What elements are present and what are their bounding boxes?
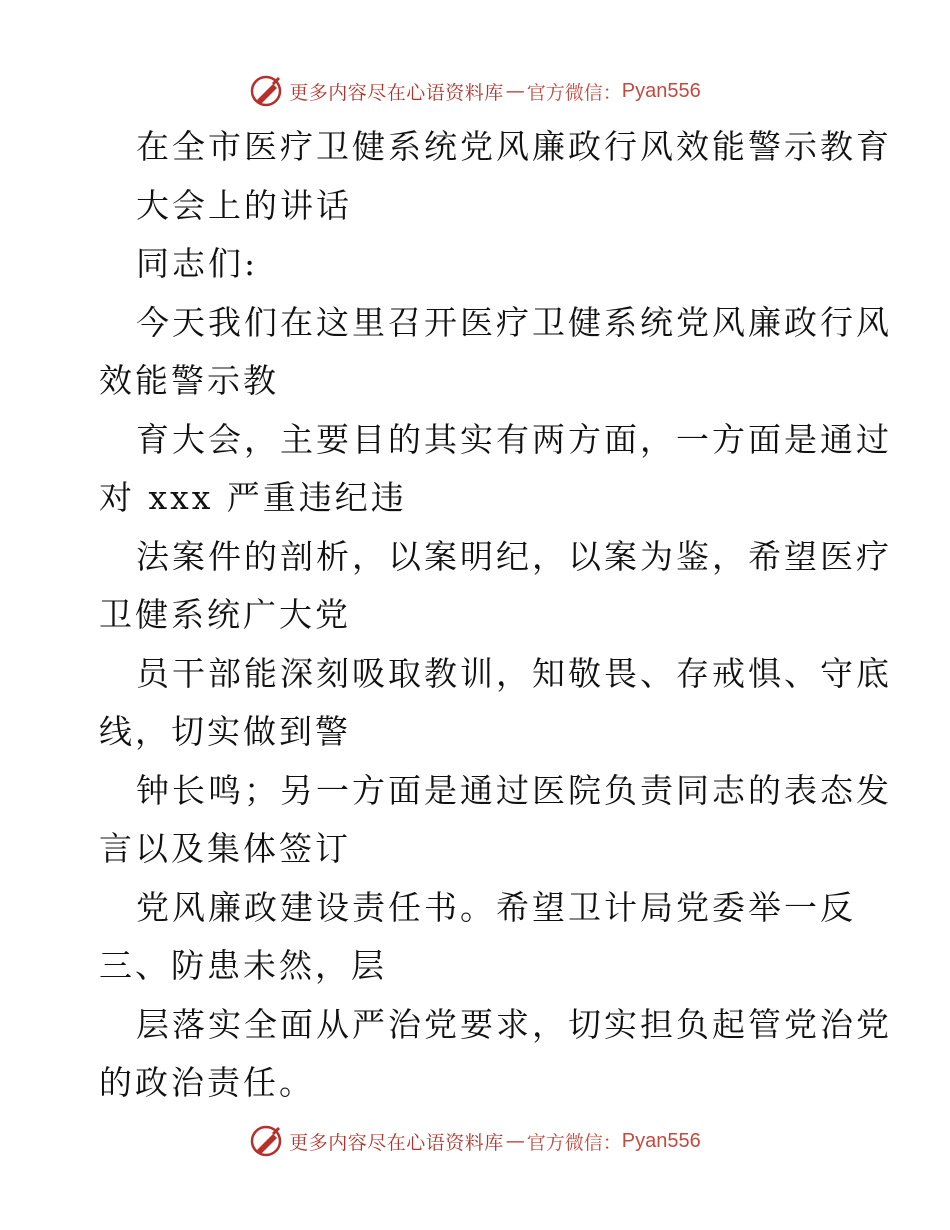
doc-paragraph-line: 员干部能深刻吸取教训，知敬畏、存戒惧、守底 — [136, 653, 892, 693]
doc-paragraph-line: 法案件的剖析，以案明纪，以案为鉴，希望医疗 — [136, 536, 892, 576]
pen-logo-icon — [249, 73, 285, 109]
doc-paragraph-line: 线，切实做到警 — [99, 712, 351, 751]
banner-text: 更多内容尽在心语资料库 — [289, 81, 504, 104]
doc-paragraph-line: 党风廉政建设责任书。希望卫计局党委举一反 — [136, 887, 856, 927]
doc-paragraph-line: 效能警示教 — [99, 361, 279, 400]
doc-paragraph-line: 的政治责任。 — [99, 1063, 315, 1102]
document-body — [99, 118, 892, 1113]
doc-paragraph-line: 言以及集体签订 — [99, 829, 351, 868]
banner-wechat-label: 官方微信： — [526, 1131, 622, 1154]
doc-paragraph-line: 对 xxx 严重违纪违 — [99, 478, 407, 517]
banner-text: 更多内容尽在心语资料库 — [289, 1131, 504, 1154]
banner-separator: — — [505, 1130, 525, 1152]
doc-paragraph-line: 今天我们在这里召开医疗卫健系统党风廉政行风 — [136, 302, 892, 342]
banner-separator: — — [505, 80, 525, 102]
doc-paragraph-line: 三、防患未然，层 — [99, 946, 387, 985]
banner-wechat-label: 官方微信： — [526, 81, 622, 104]
doc-paragraph-line: 钟长鸣；另一方面是通过医院负责同志的表态发 — [136, 770, 892, 810]
footer-banner — [0, 1121, 950, 1161]
doc-paragraph-line: 育大会，主要目的其实有两方面，一方面是通过 — [136, 419, 892, 459]
banner-wechat-id: Pyan556 — [621, 1129, 701, 1152]
header-banner — [0, 71, 950, 111]
doc-title-line-1: 在全市医疗卫健系统党风廉政行风效能警示教育 — [136, 127, 892, 166]
doc-paragraph-line: 层落实全面从严治党要求，切实担负起管党治党 — [136, 1004, 892, 1044]
doc-paragraph-line: 卫健系统广大党 — [99, 595, 351, 634]
pen-logo-icon — [249, 1123, 285, 1159]
doc-salutation: 同志们: — [136, 244, 259, 283]
doc-title-line-2: 大会上的讲话 — [136, 185, 352, 225]
banner-wechat-id: Pyan556 — [621, 79, 701, 102]
